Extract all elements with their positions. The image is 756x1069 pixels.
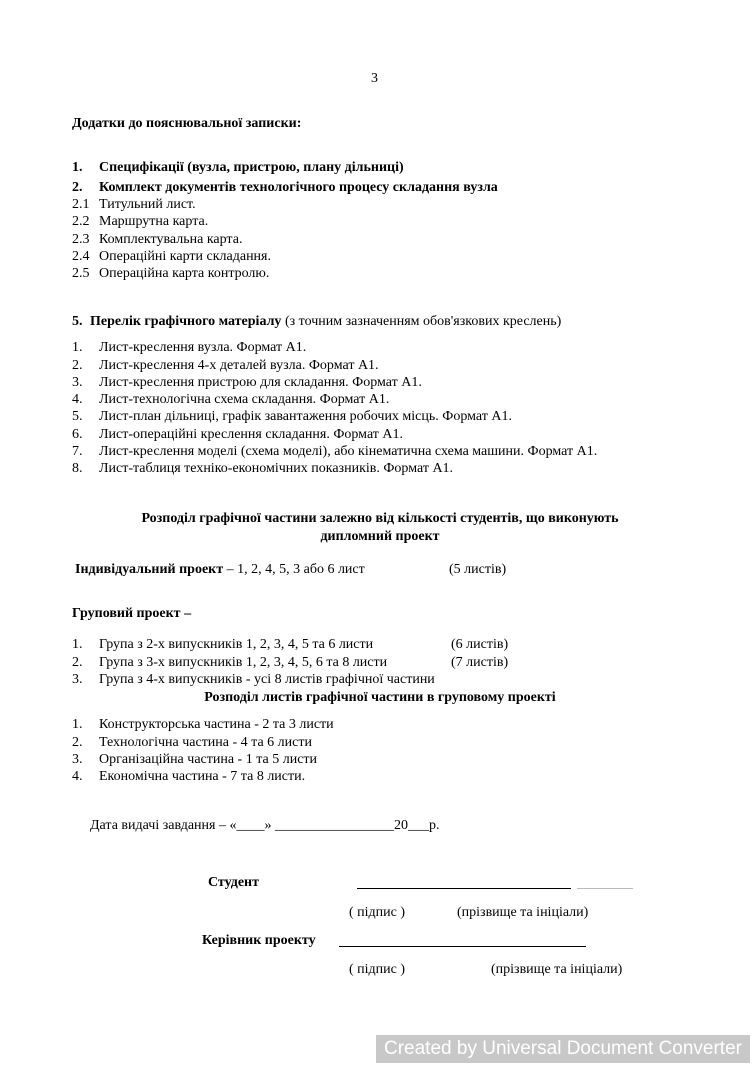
graphic-list-text: Лист-план дільниці, графік завантаження робочих місць. Формат А1.: [99, 409, 512, 424]
section-5-note: (з точним зазначенням обов'язкових креслень): [281, 314, 562, 329]
section-1-number: 1.: [72, 160, 83, 175]
graphic-list-item: [72, 340, 672, 357]
section-2: [72, 180, 672, 197]
sub-item-text: Операційні карти складання.: [99, 249, 271, 264]
graphic-list-text: Лист-технологічна схема складання. Формат А1.: [99, 392, 390, 407]
supervisor-signature-line: [339, 946, 586, 947]
sub-item: [72, 214, 672, 231]
graphic-list-number: 7.: [72, 444, 83, 459]
group-list-count: (7 листів): [451, 655, 509, 670]
group-list-item: [72, 637, 672, 654]
group-list-number: 2.: [72, 655, 83, 670]
part-list-text: Технологічна частина - 4 та 6 листи: [99, 735, 312, 750]
section-2-text: Комплект документів технологічного процесу складання вузла: [99, 180, 498, 195]
sub-item-number: 2.2: [72, 214, 90, 229]
sub-item-number: 2.1: [72, 197, 90, 212]
graphic-list-number: 1.: [72, 340, 83, 355]
graphic-list-item: [72, 444, 672, 461]
student-label: Студент: [208, 875, 259, 890]
part-list-item: [72, 735, 672, 752]
graphic-list-number: 4.: [72, 392, 83, 407]
part-list-item: [72, 752, 672, 769]
section-1-text: Специфікації (вузла, пристрою, плану дільниці): [99, 160, 404, 175]
sub-item: [72, 249, 672, 266]
group-list-number: 1.: [72, 637, 83, 652]
individual-project-sheets: 1, 2, 4, 5, 3 або 6 лист: [237, 562, 365, 577]
graphic-list-number: 2.: [72, 358, 83, 373]
individual-project-count: (5 листів): [449, 562, 507, 577]
individual-project: [75, 561, 365, 578]
student-signature-caption: ( підпис ): [349, 905, 406, 920]
part-list-number: 2.: [72, 735, 83, 750]
group-list-text: Група з 2-х випускників 1, 2, 3, 4, 5 та 6 листи: [99, 637, 374, 652]
student-signature-line: [357, 888, 571, 889]
group-list-number: 3.: [72, 672, 83, 687]
group-list-count: (6 листів): [451, 637, 509, 652]
supervisor-name-caption: (прізвище та ініціали): [491, 962, 623, 977]
sub-item-text: Титульний лист.: [99, 197, 196, 212]
sub-item: [72, 232, 672, 249]
group-list-text: Група з 4-х випускників - усі 8 листів графічної частини: [99, 672, 435, 687]
distribution-heading-line-1: Розподіл графічної частини залежно від кількості студентів, що виконують: [141, 511, 619, 526]
supervisor-signature-caption: ( підпис ): [349, 962, 406, 977]
student-name-line: [577, 888, 633, 889]
graphic-list-text: Лист-операційні креслення складання. Формат А1.: [99, 427, 404, 442]
section-5-number: 5.: [72, 314, 83, 329]
graphic-list-number: 3.: [72, 375, 83, 390]
group-list-text: Група з 3-х випускників 1, 2, 3, 4, 5, 6 та 8 листи: [99, 655, 388, 670]
sub-item-number: 2.3: [72, 232, 90, 247]
converter-watermark: Created by Universal Document Converter: [376, 1035, 750, 1063]
graphic-list-text: Лист-таблиця техніко-економічних показників. Формат А1.: [99, 461, 454, 476]
issue-date: Дата видачі завдання – «____» _________________20___р.: [90, 818, 440, 833]
sub-item: [72, 266, 672, 283]
graphic-list-number: 6.: [72, 427, 83, 442]
graphic-list-item: [72, 427, 672, 444]
sub-item-number: 2.5: [72, 266, 90, 281]
part-list-number: 1.: [72, 717, 83, 732]
section-2-number: 2.: [72, 180, 83, 195]
part-list-number: 4.: [72, 769, 83, 784]
graphic-list-item: [72, 375, 672, 392]
part-list-text: Організаційна частина - 1 та 5 листи: [99, 752, 318, 767]
section-5-title: Перелік графічного матеріалу: [90, 314, 282, 329]
graphic-list-text: Лист-креслення 4-х деталей вузла. Формат А1.: [99, 358, 379, 373]
individual-project-dash: –: [223, 562, 238, 577]
graphic-list-text: Лист-креслення вузла. Формат А1.: [99, 340, 307, 355]
sub-item: [72, 197, 672, 214]
group-project-dash: –: [180, 606, 192, 621]
group-project: [72, 605, 191, 622]
part-list-text: Економічна частина - 7 та 8 листи.: [99, 769, 306, 784]
graphic-list-item: [72, 461, 672, 478]
sub-item-text: Маршрутна карта.: [99, 214, 209, 229]
section-1: [72, 160, 672, 177]
distribution-heading-line-2: дипломний проект: [320, 529, 440, 544]
graphic-list-item: [72, 358, 672, 375]
sub-item-text: Комплектувальна карта.: [99, 232, 243, 247]
part-list-text: Конструкторська частина - 2 та 3 листи: [99, 717, 334, 732]
group-distribution-heading: Розподіл листів графічної частини в груповому проекті: [204, 690, 556, 705]
part-list-item: [72, 717, 672, 734]
sub-item-text: Операційна карта контролю.: [99, 266, 270, 281]
page-number: 3: [371, 71, 378, 86]
graphic-list-item: [72, 409, 672, 426]
graphic-list-number: 8.: [72, 461, 83, 476]
part-list-number: 3.: [72, 752, 83, 767]
individual-project-label: Індивідуальний проект: [75, 562, 224, 577]
graphic-list-item: [72, 392, 672, 409]
sub-item-number: 2.4: [72, 249, 90, 264]
part-list-item: [72, 769, 672, 786]
graphic-list-text: Лист-креслення пристрою для складання. Формат А1.: [99, 375, 422, 390]
group-project-label: Груповий проект: [72, 606, 181, 621]
supervisor-label: Керівник проекту: [202, 933, 316, 948]
group-list-item: [72, 672, 672, 689]
graphic-list-text: Лист-креслення моделі (схема моделі), або кінематична схема машини. Формат А1.: [99, 444, 598, 459]
appendix-heading: Додатки до пояснювальної записки:: [72, 116, 302, 131]
student-name-caption: (прізвище та ініціали): [457, 905, 589, 920]
graphic-list-number: 5.: [72, 409, 83, 424]
section-5: [72, 313, 561, 330]
group-list-item: [72, 655, 672, 672]
